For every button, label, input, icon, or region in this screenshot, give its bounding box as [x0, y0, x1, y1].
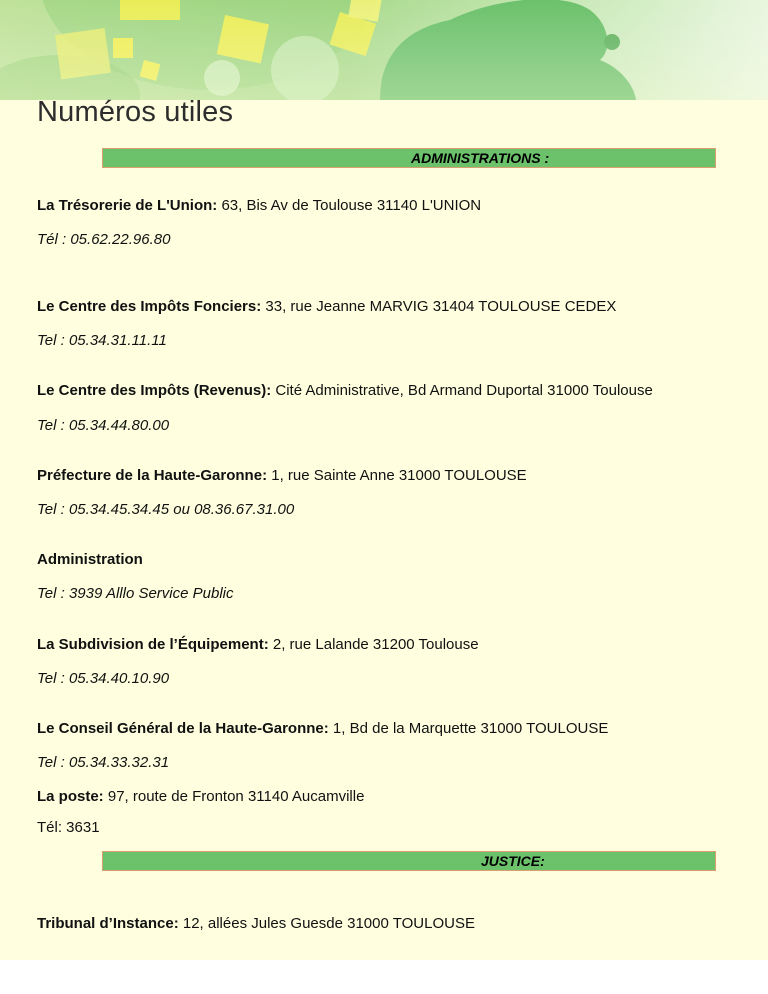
entry-administration: [37, 551, 143, 568]
entry-tel: Tél: 3631: [37, 819, 100, 836]
entry-name: La Subdivision de l’Équipement:: [37, 636, 269, 653]
section-bar-administrations: [102, 148, 716, 168]
entry-address: 1, Bd de la Marquette 31000 TOULOUSE: [328, 720, 609, 737]
entry-address: 97, route de Fronton 31140 Aucamville: [103, 788, 365, 805]
section-bar-justice: [102, 851, 716, 871]
entry-name: La poste:: [37, 788, 104, 805]
entry-name: La Trésorerie de L'Union:: [37, 197, 218, 214]
entry-la-poste: [37, 788, 364, 805]
entry-tribunal-instance: [37, 915, 475, 932]
entry-name: Le Centre des Impôts Fonciers:: [37, 298, 262, 315]
entry-tel: Tél : 05.62.22.96.80: [37, 231, 171, 248]
entry-address: 1, rue Sainte Anne 31000 TOULOUSE: [267, 467, 527, 484]
entry-address: 2, rue Lalande 31200 Toulouse: [268, 636, 479, 653]
entry-impots-fonciers: [37, 298, 616, 315]
entry-prefecture: [37, 467, 527, 484]
entry-address: 33, rue Jeanne MARVIG 31404 TOULOUSE CEDEX: [261, 298, 617, 315]
header-banner: [0, 0, 768, 100]
entry-tel: Tel : 05.34.44.80.00: [37, 417, 170, 434]
entry-tel: Tel : 05.34.31.11.11: [37, 332, 167, 349]
entry-address: 12, allées Jules Guesde 31000 TOULOUSE: [178, 915, 475, 932]
section-label-justice: JUSTICE:: [481, 853, 545, 869]
entry-name: Administration: [37, 551, 143, 568]
entry-name: Le Conseil Général de la Haute-Garonne:: [37, 720, 329, 737]
entry-tel: Tel : 05.34.40.10.90: [37, 670, 170, 687]
entry-address: Cité Administrative, Bd Armand Duportal 31000 Toulouse: [271, 382, 653, 399]
section-label-administrations: ADMINISTRATIONS :: [411, 150, 550, 166]
entry-tel: Tel : 3939 Alllo Service Public: [37, 585, 234, 602]
banner-decoration: [0, 0, 768, 100]
entry-name: Tribunal d’Instance:: [37, 915, 179, 932]
page-title: Numéros utiles: [37, 96, 234, 128]
entry-impots-revenus: [37, 382, 653, 399]
entry-tel: Tel : 05.34.45.34.45 ou 08.36.67.31.00: [37, 501, 295, 518]
entry-tresorerie: [37, 197, 481, 214]
entry-conseil-general: [37, 720, 608, 737]
entry-tel: Tel : 05.34.33.32.31: [37, 754, 170, 771]
entry-name: Préfecture de la Haute-Garonne:: [37, 467, 268, 484]
entry-address: 63, Bis Av de Toulouse 31140 L'UNION: [217, 197, 482, 214]
entry-subdivision-equipement: [37, 636, 479, 653]
entry-name: Le Centre des Impôts (Revenus):: [37, 382, 272, 399]
